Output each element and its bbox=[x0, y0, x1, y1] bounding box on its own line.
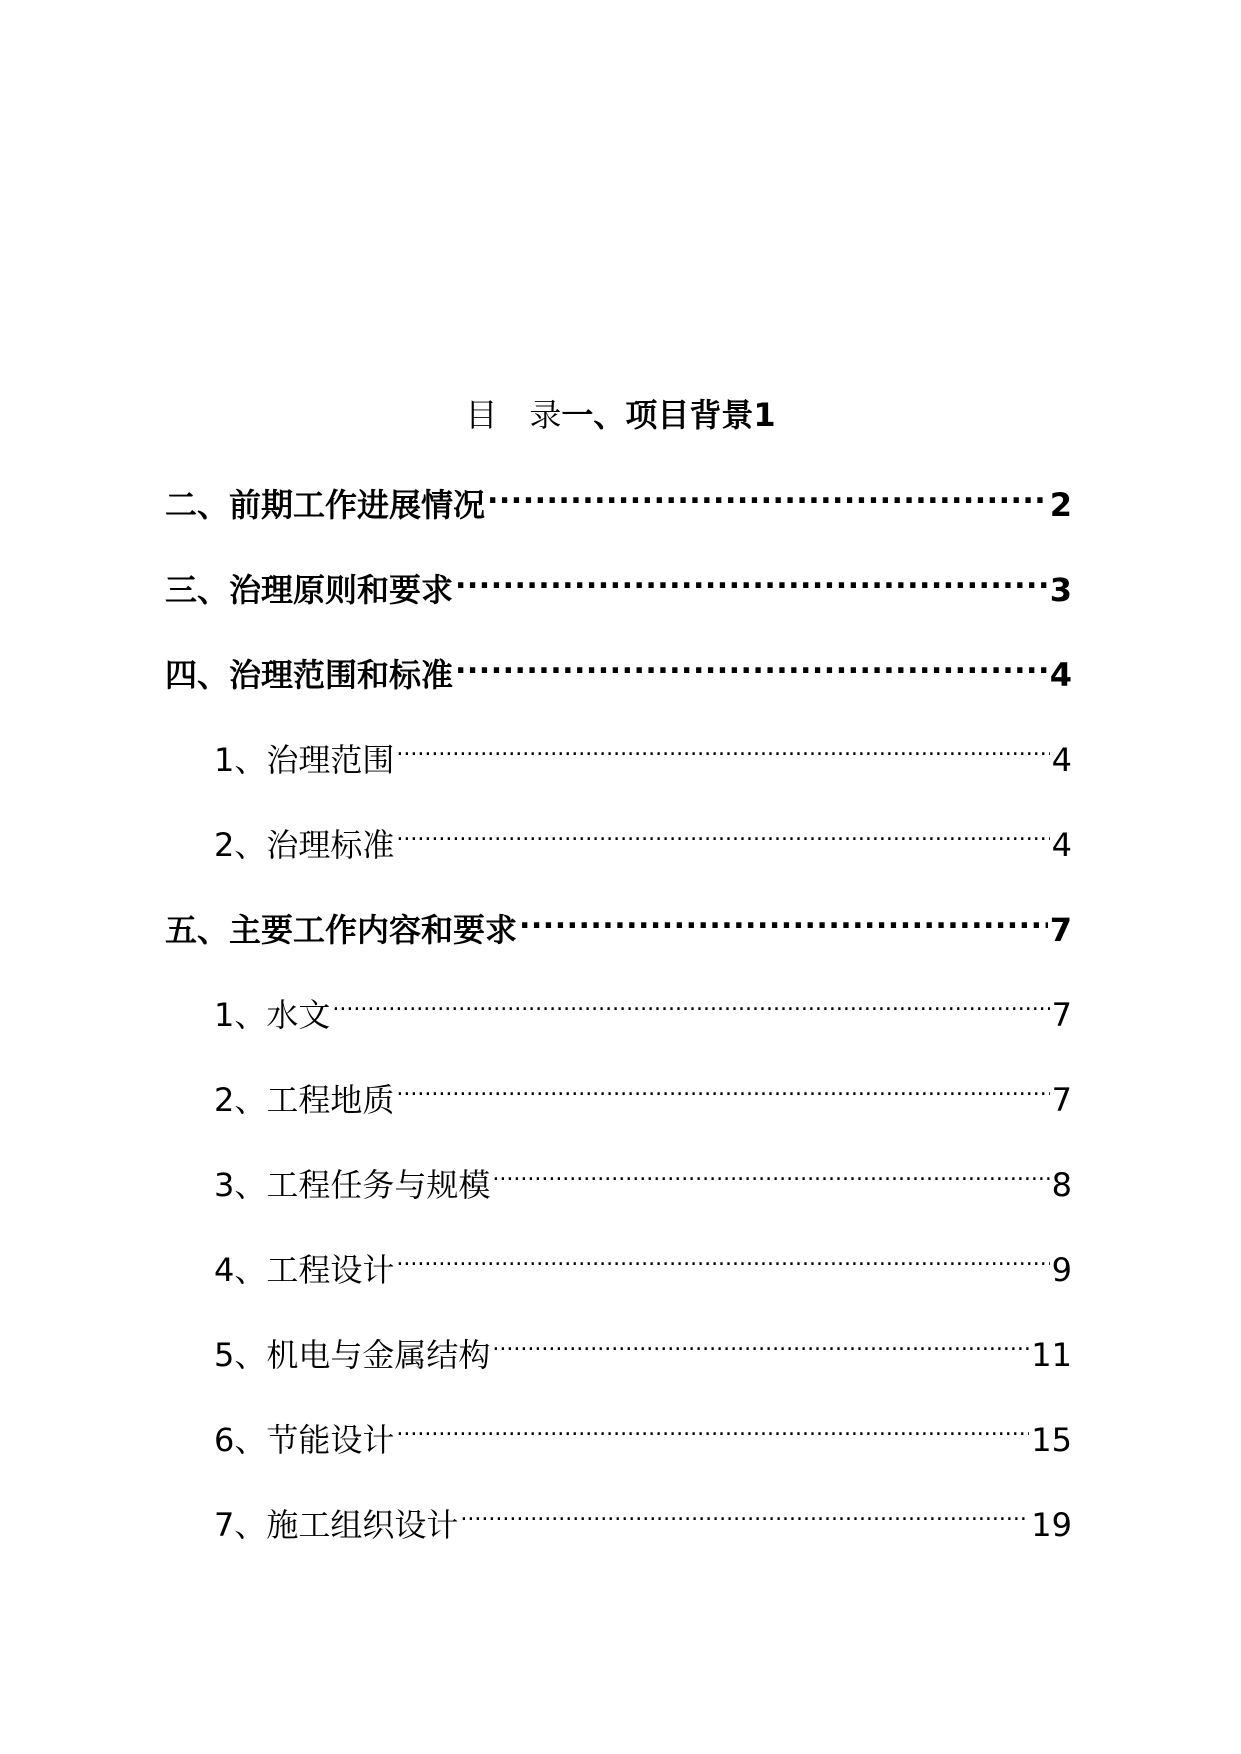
toc-entry-page: 7 bbox=[1049, 911, 1072, 949]
toc-entry[interactable] bbox=[214, 1237, 1072, 1289]
toc-dot-leader bbox=[455, 642, 1048, 686]
toc-dot-leader bbox=[396, 1407, 1029, 1451]
toc-dot-leader bbox=[519, 897, 1048, 941]
toc-entry-label: 五、主要工作内容和要求 bbox=[165, 911, 518, 949]
toc-title: 目 录 bbox=[465, 396, 562, 434]
toc-entry[interactable] bbox=[214, 1492, 1072, 1544]
toc-entry-label: 3、工程任务与规模 bbox=[214, 1166, 491, 1204]
toc-dot-leader bbox=[396, 812, 1049, 856]
toc-entry-page: 11 bbox=[1031, 1336, 1072, 1374]
toc-dot-leader bbox=[396, 1067, 1049, 1111]
toc-entry-label: 1、水文 bbox=[214, 996, 331, 1034]
toc-dot-leader bbox=[492, 1322, 1029, 1366]
toc-entry-label: 1、治理范围 bbox=[214, 741, 395, 779]
toc-entry-label: 三、治理原则和要求 bbox=[165, 571, 454, 609]
toc-entry-page: 7 bbox=[1051, 1081, 1072, 1119]
toc-entry[interactable] bbox=[214, 1152, 1072, 1204]
toc-entry[interactable] bbox=[165, 642, 1072, 694]
toc-entry-page: 15 bbox=[1031, 1421, 1072, 1459]
toc-first-entry-page: 1 bbox=[753, 396, 776, 434]
toc-entry[interactable] bbox=[165, 897, 1072, 949]
toc-first-entry-label[interactable]: 一、项目背景 bbox=[561, 396, 754, 434]
toc-dot-leader bbox=[455, 557, 1048, 601]
toc-entry-label: 4、工程设计 bbox=[214, 1251, 395, 1289]
toc-entry[interactable] bbox=[165, 472, 1072, 524]
toc-entry-label: 2、治理标准 bbox=[214, 826, 395, 864]
toc-entry-page: 4 bbox=[1051, 741, 1072, 779]
toc-entry-label: 2、工程地质 bbox=[214, 1081, 395, 1119]
toc-entry[interactable] bbox=[214, 982, 1072, 1034]
toc-heading bbox=[0, 395, 1241, 435]
toc-entry[interactable] bbox=[214, 727, 1072, 779]
toc-entry-label: 6、节能设计 bbox=[214, 1421, 395, 1459]
toc-entry-label: 四、治理范围和标准 bbox=[165, 656, 454, 694]
toc-entry-page: 4 bbox=[1051, 826, 1072, 864]
toc-entry-page: 7 bbox=[1051, 996, 1072, 1034]
toc-entry[interactable] bbox=[165, 557, 1072, 609]
toc-entry[interactable] bbox=[214, 1322, 1072, 1374]
toc-entry-page: 19 bbox=[1031, 1506, 1072, 1544]
toc-entry-page: 2 bbox=[1049, 486, 1072, 524]
toc-dot-leader bbox=[396, 1237, 1049, 1281]
toc-entry-label: 5、机电与金属结构 bbox=[214, 1336, 491, 1374]
toc-entry-page: 4 bbox=[1049, 656, 1072, 694]
toc-dot-leader bbox=[487, 472, 1048, 516]
toc-dot-leader bbox=[332, 982, 1049, 1026]
toc-dot-leader bbox=[460, 1492, 1029, 1536]
toc-entry-page: 9 bbox=[1051, 1251, 1072, 1289]
toc-entry[interactable] bbox=[214, 1067, 1072, 1119]
toc-entry[interactable] bbox=[214, 812, 1072, 864]
toc-entry-page: 8 bbox=[1051, 1166, 1072, 1204]
toc-dot-leader bbox=[492, 1152, 1049, 1196]
toc-dot-leader bbox=[396, 727, 1049, 771]
toc-entry[interactable] bbox=[214, 1407, 1072, 1459]
toc-entry-label: 7、施工组织设计 bbox=[214, 1506, 459, 1544]
toc-entry-page: 3 bbox=[1049, 571, 1072, 609]
toc-entry-label: 二、前期工作进展情况 bbox=[165, 486, 486, 524]
